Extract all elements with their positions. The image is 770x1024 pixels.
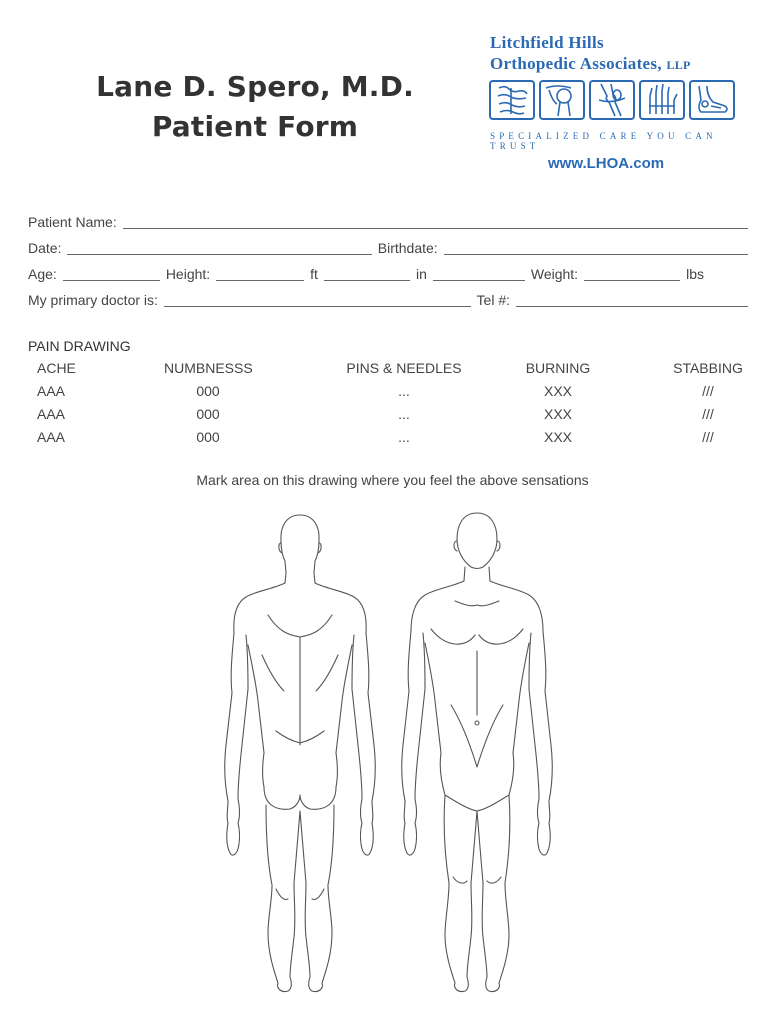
height-in-field[interactable] — [324, 280, 410, 281]
pain-legend-row — [28, 429, 748, 452]
stabbing-symbol: /// — [702, 429, 714, 445]
hand-icon — [639, 80, 685, 120]
ft-label: ft — [310, 266, 318, 282]
date-field[interactable] — [67, 254, 371, 255]
spine-icon — [489, 80, 535, 120]
doctor-name-title: Lane D. Spero, M.D. — [96, 70, 414, 103]
doctor-row — [28, 292, 748, 308]
numbness-symbol: 000 — [196, 406, 220, 422]
header-ache: ACHE — [37, 360, 76, 376]
date-label: Date: — [28, 240, 62, 256]
header-stabbing: STABBING — [673, 360, 743, 376]
ache-symbol: AAA — [37, 429, 66, 445]
height-label: Height: — [165, 266, 211, 282]
pain-legend-row — [28, 406, 748, 429]
birthdate-label: Birthdate: — [377, 240, 438, 256]
date-row — [28, 240, 748, 256]
logo-name-main: Orthopedic Associates, — [490, 54, 662, 73]
drawing-instruction: Mark area on this drawing where you feel the above sensations — [196, 472, 589, 488]
pins-needles-symbol: ... — [398, 406, 410, 422]
body-front-view[interactable] — [395, 505, 560, 995]
knee-icon — [589, 80, 635, 120]
burning-symbol: XXX — [543, 406, 572, 422]
website-link[interactable]: www.LHOA.com — [548, 155, 665, 172]
pain-legend-table — [28, 360, 748, 452]
header-pins-needles: PINS & NEEDLES — [346, 360, 462, 376]
stabbing-symbol: /// — [702, 383, 714, 399]
doctor-label: My primary doctor is: — [28, 292, 158, 308]
ache-symbol: AAA — [37, 383, 66, 399]
header-burning: BURNING — [525, 360, 591, 376]
pain-legend-row — [28, 383, 748, 406]
tel-label: Tel #: — [476, 292, 510, 308]
logo-name-suffix: LLP — [666, 58, 691, 72]
pain-legend-header — [28, 360, 748, 383]
stabbing-symbol: /// — [702, 406, 714, 422]
pins-needles-symbol: ... — [398, 429, 410, 445]
numbness-symbol: 000 — [196, 383, 220, 399]
weight-spacer — [433, 280, 525, 281]
birthdate-field[interactable] — [444, 254, 748, 255]
numbness-symbol: 000 — [196, 429, 220, 445]
doctor-field[interactable] — [164, 306, 471, 307]
patient-name-label: Patient Name: — [28, 214, 117, 230]
header-numbness: NUMBNESSS — [164, 360, 253, 376]
in-label: in — [415, 266, 427, 282]
weight-field[interactable] — [584, 280, 680, 281]
logo-name-line1: Litchfield Hills — [490, 33, 604, 52]
pain-drawing-title: PAIN DRAWING — [28, 338, 131, 354]
logo-icons — [489, 80, 735, 120]
burning-symbol: XXX — [543, 429, 572, 445]
height-ft-field[interactable] — [216, 280, 304, 281]
patient-name-row — [28, 214, 748, 230]
foot-icon — [689, 80, 735, 120]
age-height-row — [28, 266, 748, 282]
tel-field[interactable] — [516, 306, 748, 307]
logo-name-line2 — [490, 54, 691, 74]
burning-symbol: XXX — [543, 383, 572, 399]
lbs-label: lbs — [686, 266, 704, 282]
pins-needles-symbol: ... — [398, 383, 410, 399]
patient-name-field[interactable] — [123, 228, 748, 229]
age-field[interactable] — [63, 280, 160, 281]
logo-tagline: SPECIALIZED CARE YOU CAN TRUST — [490, 131, 717, 151]
ache-symbol: AAA — [37, 406, 66, 422]
shoulder-icon — [539, 80, 585, 120]
age-label: Age: — [28, 266, 57, 282]
form-title: Patient Form — [151, 110, 359, 143]
weight-label: Weight: — [530, 266, 579, 282]
body-back-view[interactable] — [218, 505, 383, 995]
